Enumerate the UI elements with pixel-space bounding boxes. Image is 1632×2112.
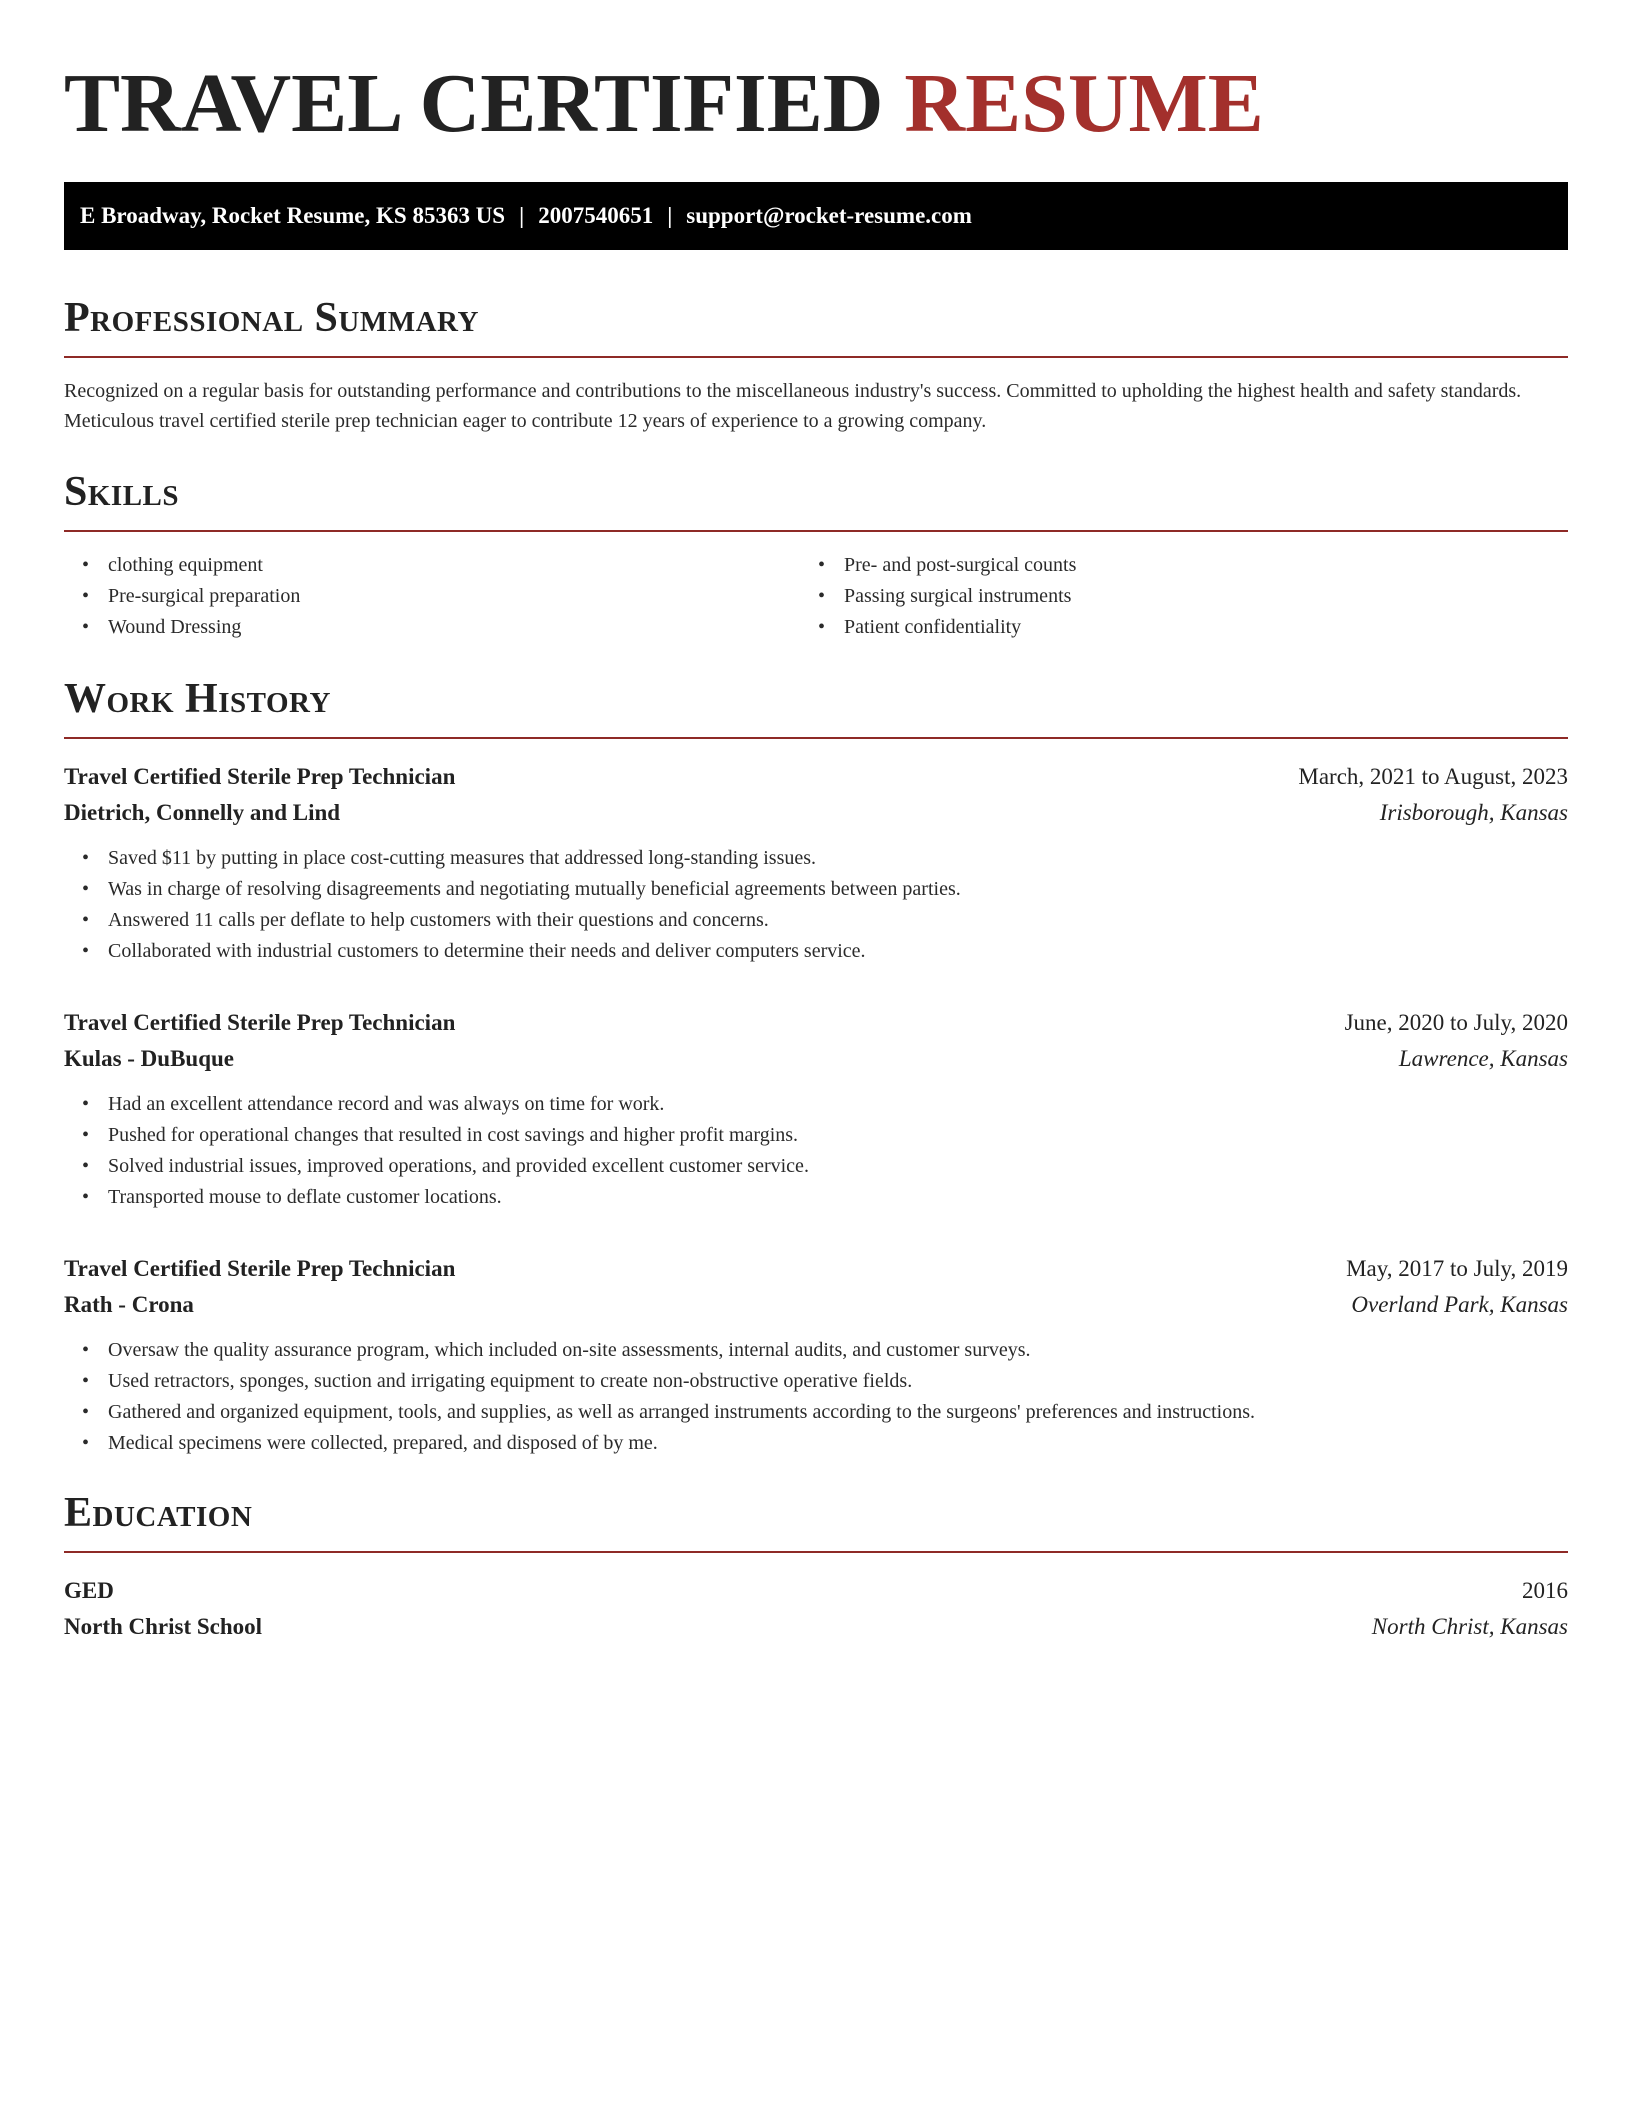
job-title: Travel Certified Sterile Prep Technician — [64, 1256, 456, 1281]
job-dates: May, 2017 to July, 2019 — [1346, 1256, 1568, 1281]
section-divider — [64, 530, 1568, 532]
skills-section — [64, 466, 1568, 643]
education-section — [64, 1487, 1568, 1645]
job-bullet: • Gathered and organized equipment, tools, and supplies, as well as arranged instruments according to the surgeons' preferences and instructions. — [82, 1401, 1255, 1423]
job-bullet: • Was in charge of resolving disagreements and negotiating mutually beneficial agreements between parties. — [82, 878, 961, 900]
contact-separator: | — [667, 203, 673, 228]
job-location: Overland Park, Kansas — [1351, 1292, 1568, 1317]
title-main: TRAVEL CERTIFIED — [64, 57, 905, 150]
job-company: Dietrich, Connelly and Lind — [64, 800, 341, 825]
job-location: Irisborough, Kansas — [1379, 800, 1568, 825]
job-entry — [64, 1005, 1568, 1213]
job-bullet: • Transported mouse to deflate customer locations. — [82, 1186, 502, 1208]
contact-phone: 2007540651 — [538, 203, 654, 228]
section-divider — [64, 737, 1568, 739]
job-title: Travel Certified Sterile Prep Technician — [64, 1010, 456, 1035]
education-heading: Education — [64, 1490, 253, 1536]
skill-item: • clothing equipment — [82, 554, 263, 576]
job-bullet: • Answered 11 calls per deflate to help customers with their questions and concerns. — [82, 909, 769, 931]
skill-item: • Patient confidentiality — [818, 616, 1022, 638]
skills-grid — [64, 550, 1568, 643]
contact-email[interactable]: support@rocket-resume.com — [686, 203, 972, 228]
job-entry — [64, 759, 1568, 967]
job-bullet: • Medical specimens were collected, prepared, and disposed of by me. — [82, 1432, 658, 1454]
education-year: 2016 — [1522, 1578, 1568, 1603]
summary-text: Recognized on a regular basis for outstanding performance and contributions to the miscellaneous industry's success. Committed to upholding the highest health and safety standards. Meticulous travel certified sterile prep technician eager to contribute 12 years of experience to a growing company. — [64, 380, 1522, 432]
job-dates: June, 2020 to July, 2020 — [1344, 1010, 1568, 1035]
skill-item: • Passing surgical instruments — [818, 585, 1072, 607]
job-bullet: • Solved industrial issues, improved operations, and provided excellent customer service. — [82, 1155, 809, 1177]
job-bullet: • Used retractors, sponges, suction and irrigating equipment to create non-obstructive operative fields. — [82, 1370, 913, 1392]
job-bullet: • Oversaw the quality assurance program, which included on-site assessments, internal audits, and customer surveys. — [82, 1339, 1031, 1361]
job-bullets — [64, 1089, 1568, 1213]
skill-item: • Pre- and post-surgical counts — [818, 554, 1077, 576]
education-location: North Christ, Kansas — [1371, 1614, 1568, 1639]
summary-heading: Professional Summary — [64, 295, 479, 341]
section-divider — [64, 356, 1568, 358]
job-bullets — [64, 1335, 1568, 1459]
contact-separator: | — [519, 203, 525, 228]
job-company: Rath - Crona — [64, 1292, 194, 1317]
section-divider — [64, 1551, 1568, 1553]
work-history-section — [64, 673, 1568, 1459]
job-bullet: • Pushed for operational changes that resulted in cost savings and higher profit margins. — [82, 1124, 799, 1146]
job-dates: March, 2021 to August, 2023 — [1298, 764, 1568, 789]
work-history-heading: Work History — [64, 676, 331, 722]
job-company: Kulas - DuBuque — [64, 1046, 235, 1071]
skill-item: • Wound Dressing — [82, 616, 242, 638]
job-entry — [64, 1251, 1568, 1459]
skill-item: • Pre-surgical preparation — [82, 585, 301, 607]
job-bullet: • Saved $11 by putting in place cost-cutting measures that addressed long-standing issues. — [82, 847, 817, 869]
job-bullet: • Had an excellent attendance record and was always on time for work. — [82, 1093, 665, 1115]
job-location: Lawrence, Kansas — [1398, 1046, 1568, 1071]
job-title: Travel Certified Sterile Prep Technician — [64, 764, 456, 789]
summary-section — [64, 292, 1568, 436]
skills-heading: Skills — [64, 469, 180, 515]
resume-title — [64, 52, 1568, 156]
skills-column-left — [64, 550, 816, 643]
education-degree: GED — [64, 1578, 114, 1603]
job-bullet: • Collaborated with industrial customers to determine their needs and deliver computers service. — [82, 940, 866, 962]
title-accent: RESUME — [904, 57, 1264, 150]
education-entry — [64, 1573, 1568, 1645]
contact-address: E Broadway, Rocket Resume, KS 85363 US — [80, 203, 506, 228]
skills-column-right — [816, 550, 1568, 643]
job-bullets — [64, 843, 1568, 967]
education-school: North Christ School — [64, 1614, 263, 1639]
contact-bar — [64, 182, 1568, 250]
